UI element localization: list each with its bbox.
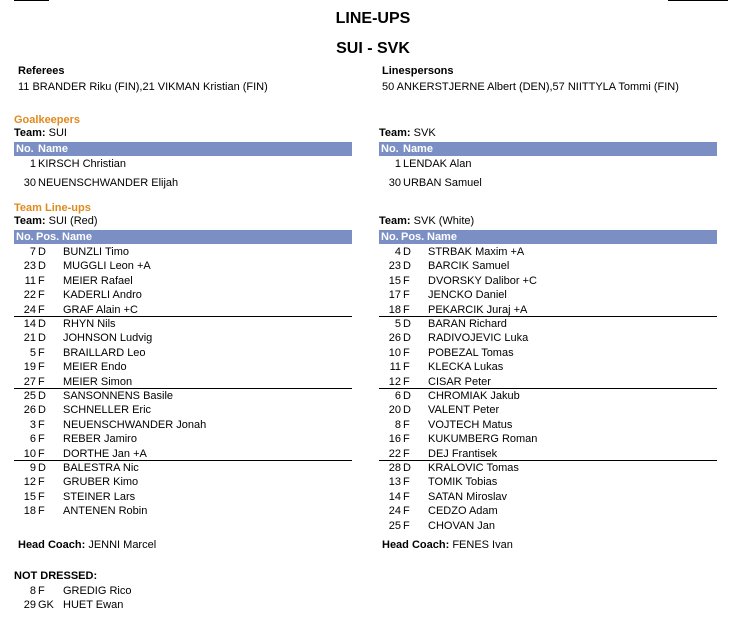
player-position: F: [403, 476, 410, 489]
player-number: 27: [23, 375, 36, 388]
player-row: [14, 418, 344, 432]
player-position: F: [403, 505, 410, 518]
player-name: BARAN Richard: [428, 318, 507, 330]
player-position: D: [403, 318, 411, 330]
lineups-heading: Team Line-ups: [14, 202, 91, 214]
left-head-coach: Head Coach: JENNI Marcel: [18, 539, 157, 551]
player-position: F: [403, 289, 410, 302]
player-position: F: [38, 418, 45, 431]
player-number: 10: [388, 346, 401, 359]
player-number: 25: [388, 519, 401, 532]
lu-right-team: Team: SVK (White): [379, 215, 475, 227]
player-position: D: [403, 332, 411, 345]
player-position: GK: [38, 599, 54, 611]
player-row: [14, 432, 344, 446]
player-number: 12: [388, 375, 401, 388]
player-row: [14, 331, 344, 345]
player-row: [379, 432, 709, 446]
lu-left-team: Team: SUI (Red): [14, 215, 98, 227]
player-position: D: [403, 246, 411, 258]
player-position: F: [38, 289, 45, 302]
player-number: 22: [23, 289, 36, 302]
player-position: D: [38, 462, 46, 474]
player-number: 10: [23, 447, 36, 460]
player-row: [14, 584, 344, 598]
player-number: 5: [29, 346, 36, 359]
player-number: 11: [24, 274, 36, 287]
top-edge-line-right: [668, 0, 728, 1]
player-position: F: [403, 303, 410, 316]
player-position: F: [38, 303, 45, 316]
player-number: 20: [388, 404, 401, 417]
player-position: D: [403, 462, 411, 474]
player-position: F: [403, 274, 410, 287]
player-name: NEUENSCHWANDER Jonah: [63, 418, 207, 431]
player-position: F: [403, 490, 410, 503]
linespersons-label: Linespersons: [382, 65, 454, 77]
player-number: 25: [23, 390, 36, 402]
player-name: NEUENSCHWANDER Elijah: [38, 177, 179, 189]
player-position: F: [403, 375, 410, 388]
player-name: GREDIG Rico: [63, 585, 132, 597]
referees-label: Referees: [18, 65, 65, 77]
player-position: D: [403, 404, 411, 417]
player-number: 26: [388, 332, 401, 345]
player-number: 7: [29, 246, 36, 258]
player-position: D: [38, 246, 46, 258]
player-row: [379, 475, 709, 489]
player-row: [379, 389, 709, 403]
player-row: [379, 176, 709, 190]
player-number: 16: [388, 433, 401, 446]
player-position: D: [403, 260, 411, 273]
player-number: 9: [29, 462, 36, 474]
player-name: DEJ Frantisek: [428, 447, 498, 460]
player-position: F: [403, 447, 410, 460]
player-number: 23: [23, 260, 36, 273]
player-row: [379, 317, 709, 331]
player-position: F: [38, 490, 45, 503]
player-number: 22: [388, 447, 401, 460]
player-number: 24: [388, 505, 401, 518]
player-name: SANSONNENS Basile: [63, 390, 174, 402]
player-row: [14, 259, 344, 273]
player-number: 11: [389, 361, 401, 374]
player-row: [379, 346, 709, 360]
player-row: [379, 157, 709, 171]
player-position: D: [403, 390, 411, 402]
player-name: KLECKA Lukas: [428, 361, 504, 374]
player-name: JENCKO Daniel: [428, 289, 507, 302]
linespersons-value: 50 ANKERSTJERNE Albert (DEN),57 NIITTYLA Tommi (FIN): [382, 81, 679, 93]
player-position: F: [38, 476, 45, 489]
player-name: ANTENEN Robin: [63, 505, 148, 518]
player-number: 8: [29, 585, 36, 597]
player-position: D: [38, 260, 46, 273]
player-row: [379, 274, 709, 288]
player-number: 12: [23, 476, 36, 489]
player-number: 1: [29, 158, 36, 170]
player-position: F: [403, 519, 410, 532]
gk-right-header: No. Name: [379, 142, 717, 156]
player-name: POBEZAL Tomas: [428, 346, 514, 359]
player-number: 26: [23, 404, 36, 417]
player-row: [14, 598, 344, 612]
gk-right-team: Team: SVK: [379, 127, 436, 139]
player-row: [379, 259, 709, 273]
player-number: 3: [29, 418, 36, 431]
player-number: 8: [394, 418, 401, 431]
player-number: 14: [388, 490, 401, 503]
top-edge-line-left: [14, 0, 49, 1]
player-name: SATAN Miroslav: [428, 490, 508, 503]
player-number: 18: [388, 303, 401, 316]
player-name: MEIER Rafael: [63, 274, 133, 287]
player-name: KRALOVIC Tomas: [428, 462, 519, 474]
player-number: 14: [23, 318, 36, 330]
player-position: F: [38, 375, 45, 388]
match-title: SUI - SVK: [336, 40, 410, 57]
player-row: [14, 447, 344, 461]
player-position: F: [38, 346, 45, 359]
gk-left-team: Team: SUI: [14, 127, 67, 139]
player-position: D: [38, 332, 46, 345]
player-name: RADIVOJEVIC Luka: [428, 332, 529, 345]
player-number: 5: [394, 318, 401, 330]
player-number: 6: [29, 433, 36, 446]
player-row: [14, 157, 344, 171]
player-name: TOMIK Tobias: [428, 476, 498, 489]
player-number: 4: [394, 246, 401, 258]
player-row: [14, 403, 344, 417]
player-name: MEIER Endo: [63, 361, 127, 374]
player-name: RHYN Nils: [63, 318, 116, 330]
player-position: D: [38, 318, 46, 330]
player-row: [379, 403, 709, 417]
player-number: 17: [388, 289, 401, 302]
player-number: 28: [388, 462, 401, 474]
player-number: 19: [23, 361, 36, 374]
player-row: [379, 504, 709, 518]
player-row: [379, 519, 709, 533]
player-position: F: [38, 585, 45, 597]
player-name: STRBAK Maxim +A: [428, 246, 525, 258]
player-name: BALESTRA Nic: [63, 462, 139, 474]
player-row: [379, 360, 709, 374]
player-name: KADERLI Andro: [63, 289, 142, 302]
player-position: F: [38, 447, 45, 460]
player-row: [14, 490, 344, 504]
player-row: [379, 375, 709, 389]
player-name: STEINER Lars: [63, 490, 136, 503]
player-name: LENDAK Alan: [403, 158, 472, 170]
player-row: [14, 475, 344, 489]
lu-right-header: No. Pos. Name: [379, 230, 717, 244]
referees-value: 11 BRANDER Riku (FIN),21 VIKMAN Kristian (FIN): [18, 81, 268, 93]
player-name: CHROMIAK Jakub: [428, 390, 520, 402]
player-name: BRAILLARD Leo: [63, 346, 146, 359]
player-position: F: [403, 346, 410, 359]
player-position: F: [403, 418, 410, 431]
page-title: LINE-UPS: [335, 10, 411, 27]
player-row: [14, 461, 344, 475]
player-row: [379, 490, 709, 504]
player-name: MUGGLI Leon +A: [63, 260, 151, 273]
player-name: CISAR Peter: [428, 375, 491, 388]
player-row: [379, 418, 709, 432]
player-row: [379, 461, 709, 475]
player-position: F: [38, 274, 45, 287]
player-row: [14, 245, 344, 259]
player-row: [379, 303, 709, 317]
player-name: DVORSKY Dalibor +C: [428, 274, 537, 287]
player-name: GRAF Alain +C: [63, 303, 138, 316]
player-position: F: [403, 361, 410, 374]
lu-left-header: No. Pos. Name: [14, 230, 352, 244]
player-row: [14, 176, 344, 190]
player-name: URBAN Samuel: [403, 177, 482, 189]
player-position: F: [38, 505, 45, 518]
player-row: [14, 360, 344, 374]
player-row: [14, 288, 344, 302]
player-name: CEDZO Adam: [428, 505, 498, 518]
player-row: [14, 303, 344, 317]
player-name: CHOVAN Jan: [428, 519, 496, 532]
player-name: BARCIK Samuel: [428, 260, 510, 273]
player-row: [14, 346, 344, 360]
player-name: JOHNSON Ludvig: [63, 332, 153, 345]
player-row: [14, 375, 344, 389]
player-name: REBER Jamiro: [63, 433, 137, 446]
player-position: F: [38, 361, 45, 374]
player-row: [14, 317, 344, 331]
player-name: KUKUMBERG Roman: [428, 433, 538, 446]
player-number: 6: [394, 390, 401, 402]
player-number: 18: [23, 505, 36, 518]
player-name: KIRSCH Christian: [38, 158, 127, 170]
player-number: 23: [388, 260, 401, 273]
player-row: [379, 331, 709, 345]
player-name: VALENT Peter: [428, 404, 500, 417]
player-number: 24: [23, 303, 36, 316]
player-row: [14, 389, 344, 403]
player-name: SCHNELLER Eric: [63, 404, 152, 417]
player-number: 13: [388, 476, 401, 489]
not-dressed-heading: NOT DRESSED:: [14, 570, 98, 582]
player-number: 1: [394, 158, 401, 170]
player-name: DORTHE Jan +A: [63, 447, 147, 460]
gk-left-header: No. Name: [14, 142, 352, 156]
player-row: [14, 504, 344, 518]
player-number: 30: [23, 177, 36, 189]
player-row: [379, 447, 709, 461]
player-number: 21: [23, 332, 36, 345]
player-position: D: [38, 404, 46, 417]
player-number: 15: [388, 274, 401, 287]
player-number: 29: [23, 599, 36, 611]
player-name: PEKARCIK Juraj +A: [428, 303, 528, 316]
player-position: F: [38, 433, 45, 446]
goalkeepers-heading: Goalkeepers: [14, 114, 81, 126]
player-row: [379, 288, 709, 302]
player-number: 15: [23, 490, 36, 503]
player-row: [14, 274, 344, 288]
right-head-coach: Head Coach: FENES Ivan: [382, 539, 513, 551]
player-row: [379, 245, 709, 259]
player-name: BUNZLI Timo: [63, 246, 130, 258]
player-name: HUET Ewan: [63, 599, 124, 611]
player-number: 30: [388, 177, 401, 189]
player-name: MEIER Simon: [63, 375, 133, 388]
player-name: VOJTECH Matus: [428, 418, 513, 431]
player-name: GRUBER Kimo: [63, 476, 139, 489]
player-position: D: [38, 390, 46, 402]
player-position: F: [403, 433, 410, 446]
